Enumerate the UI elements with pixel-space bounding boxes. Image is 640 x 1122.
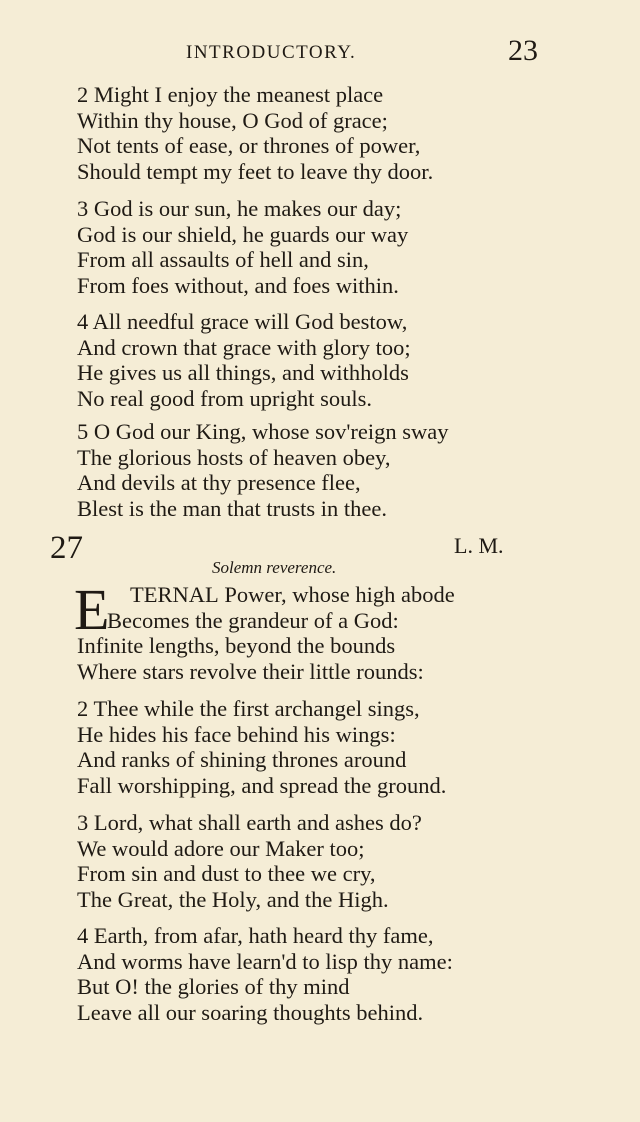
hymn27-stanza-3: [77, 810, 597, 912]
verse-line: From sin and dust to thee we cry,: [77, 861, 376, 886]
hymn27-stanza-4: [77, 923, 597, 1025]
hymn-number: 27: [50, 530, 83, 566]
verse-line: 2 Might I enjoy the meanest place: [77, 82, 384, 107]
running-head: INTRODUCTORY.: [186, 42, 357, 63]
hymn27-stanza-1: [77, 582, 597, 684]
verse-line: Leave all our soaring thoughts behind.: [77, 999, 424, 1025]
drop-cap: E: [74, 577, 110, 642]
verse-line: The glorious hosts of heaven obey,: [77, 444, 391, 470]
verse-line: 4 Earth, from afar, hath heard thy fame,: [77, 923, 434, 948]
verse-line: [77, 582, 597, 608]
verse-line: 4 All needful grace will God bestow,: [77, 309, 408, 334]
verse-line: No real good from upright souls.: [77, 385, 372, 411]
verse-line: Not tents of ease, or thrones of power,: [77, 133, 421, 158]
verse-line: Within thy house, O God of grace;: [77, 107, 388, 133]
verse-line: 3 God is our sun, he makes our day;: [77, 196, 402, 221]
verse-line: We would adore our Maker too;: [77, 835, 365, 861]
hymn27-stanza-2: [77, 696, 597, 798]
verse-line: The Great, the Holy, and the High.: [77, 886, 389, 912]
verse-line: He gives us all things, and withholds: [77, 360, 409, 385]
verse-line-lead: TERNAL: [130, 582, 219, 607]
verse-line: But O! the glories of thy mind: [77, 974, 350, 999]
verse-line: God is our shield, he guards our way: [77, 221, 409, 247]
verse-line: Becomes the grandeur of a God:: [107, 607, 399, 633]
hymn-subtitle: Solemn reverence.: [212, 558, 337, 577]
verse-line: 2 Thee while the first archangel sings,: [77, 696, 420, 721]
verse-line-rest: Power, whose high abode: [218, 582, 455, 607]
verse-line: Should tempt my feet to leave thy door.: [77, 158, 434, 184]
hymn26-stanza-4: [77, 309, 597, 411]
verse-line: From all assaults of hell and sin,: [77, 247, 369, 272]
verse-line: And worms have learn'd to lisp thy name:: [77, 948, 453, 974]
hymn26-stanza-3: [77, 196, 597, 298]
hymn26-stanza-5: [77, 419, 597, 521]
verse-line: Infinite lengths, beyond the bounds: [77, 633, 396, 658]
verse-line: Fall worshipping, and spread the ground.: [77, 772, 447, 798]
page-number: 23: [508, 34, 538, 67]
hymn-meter: L. M.: [454, 533, 504, 558]
verse-line: Where stars revolve their little rounds:: [77, 658, 424, 684]
verse-line: And devils at thy presence flee,: [77, 470, 361, 495]
verse-line: 5 O God our King, whose sov'reign sway: [77, 419, 449, 444]
verse-line: He hides his face behind his wings:: [77, 721, 396, 747]
verse-line: And ranks of shining thrones around: [77, 747, 407, 772]
verse-line: Blest is the man that trusts in thee.: [77, 495, 387, 521]
verse-line: From foes without, and foes within.: [77, 272, 399, 298]
verse-line: And crown that grace with glory too;: [77, 334, 411, 360]
verse-line: 3 Lord, what shall earth and ashes do?: [77, 810, 422, 835]
hymn26-stanza-2: [77, 82, 597, 184]
